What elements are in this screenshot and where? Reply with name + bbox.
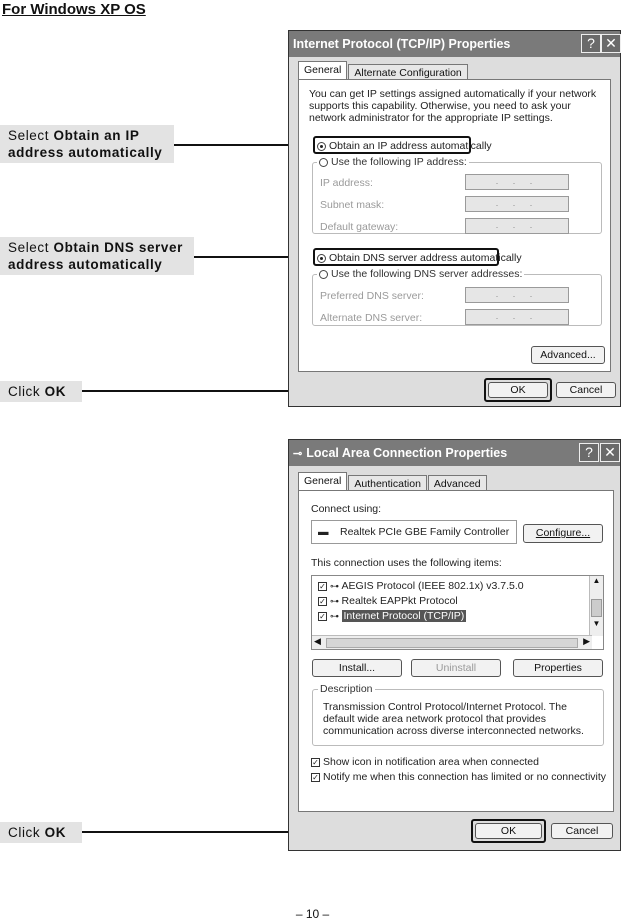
callout-obtain-ip <box>0 125 174 163</box>
radio-use-following-ip[interactable] <box>317 156 469 168</box>
ip-address-field[interactable]: . . . <box>465 174 569 190</box>
callout-ip-line2: address automatically <box>8 145 163 160</box>
preferred-dns-label: Preferred DNS server: <box>320 290 424 302</box>
radio-unselected-icon <box>319 270 328 279</box>
show-icon-label: Show icon in notification area when connected <box>323 756 539 768</box>
uninstall-button[interactable]: Uninstall <box>411 659 501 677</box>
radio-ip-manual-label: Use the following IP address: <box>331 156 467 168</box>
list-item[interactable] <box>318 595 458 607</box>
tcpip-general-panel <box>298 79 611 372</box>
tab-advanced[interactable]: Advanced <box>428 475 487 492</box>
page-heading: For Windows XP OS <box>2 1 146 18</box>
description-text: Transmission Control Protocol/Internet Protocol. The default wide area network protocol that provides communication across diverse interconnected networks. <box>323 701 584 737</box>
adapter-box <box>311 520 517 544</box>
ok-button[interactable]: OK <box>475 823 542 839</box>
callout-dns-pre: Select <box>8 240 54 255</box>
properties-button[interactable]: Properties <box>513 659 603 677</box>
radio-unselected-icon <box>319 158 328 167</box>
subnet-mask-field[interactable]: . . . <box>465 196 569 212</box>
item-label: AEGIS Protocol (IEEE 802.1x) v3.7.5.0 <box>341 580 524 592</box>
help-button[interactable]: ? <box>581 34 601 53</box>
lan-title: Local Area Connection Properties <box>306 446 508 460</box>
horizontal-scrollbar[interactable] <box>312 635 592 649</box>
default-gateway-field[interactable]: . . . <box>465 218 569 234</box>
tcpip-description: You can get IP settings assigned automatically if your network supports this capability. Otherwise, you need to ask your network administrator for the appropriate IP settings. <box>309 88 597 124</box>
callout-ok2-pre: Click <box>8 825 45 840</box>
cancel-button[interactable]: Cancel <box>556 382 616 398</box>
radio-selected-icon <box>317 142 326 151</box>
callout-ok1-pre: Click <box>8 384 45 399</box>
notify-checkbox[interactable] <box>311 771 606 783</box>
protocol-icon: ⊶ <box>330 611 342 621</box>
cancel-button[interactable]: Cancel <box>551 823 613 839</box>
checkbox-checked-icon[interactable]: ✓ <box>312 757 319 767</box>
lan-general-panel <box>298 490 614 812</box>
vertical-scrollbar[interactable] <box>589 576 603 636</box>
callout-click-ok-1 <box>0 381 82 402</box>
tcpip-title: Internet Protocol (TCP/IP) Properties <box>293 37 511 51</box>
notify-label: Notify me when this connection has limited or no connectivity <box>323 771 607 783</box>
radio-obtain-dns-auto[interactable] <box>317 252 522 264</box>
page-number: – 10 – <box>295 907 330 921</box>
checkbox-checked-icon[interactable]: ✓ <box>319 611 326 621</box>
callout-dns-bold: Obtain DNS server <box>53 240 183 255</box>
list-item-selected[interactable] <box>318 610 466 622</box>
lan-titlebar <box>289 440 620 466</box>
alternate-dns-field[interactable]: . . . <box>465 309 569 325</box>
items-list <box>311 575 604 650</box>
network-connection-icon: ⊸ <box>293 447 303 460</box>
list-item[interactable] <box>318 580 524 592</box>
ok-button[interactable]: OK <box>488 382 548 398</box>
callout-ok2-bold: OK <box>44 825 67 840</box>
protocol-icon: ⊶ <box>330 596 342 606</box>
tcpip-properties-window <box>288 30 621 407</box>
close-button[interactable]: ✕ <box>600 443 620 462</box>
show-icon-checkbox[interactable] <box>311 756 539 768</box>
tcpip-titlebar <box>289 31 620 57</box>
radio-use-following-dns[interactable] <box>317 268 524 280</box>
checkbox-checked-icon[interactable]: ✓ <box>319 581 326 591</box>
scroll-right-icon[interactable]: ▶ <box>583 636 590 646</box>
tab-alternate-configuration[interactable]: Alternate Configuration <box>348 64 467 81</box>
lan-properties-window <box>288 439 621 851</box>
scroll-thumb[interactable] <box>591 599 602 617</box>
items-label: This connection uses the following items: <box>311 557 502 569</box>
radio-obtain-ip-auto[interactable] <box>317 140 492 152</box>
alternate-dns-label: Alternate DNS server: <box>320 312 423 324</box>
item-label: Realtek EAPPkt Protocol <box>341 595 458 607</box>
radio-ip-auto-label: Obtain an IP address automatically <box>329 140 492 152</box>
description-legend: Description <box>320 683 373 695</box>
checkbox-checked-icon[interactable]: ✓ <box>319 596 326 606</box>
tab-general[interactable]: General <box>298 472 347 492</box>
configure-button[interactable]: Configure... <box>523 524 603 543</box>
callout-dns-line2: address automatically <box>8 257 163 272</box>
callout-obtain-dns <box>0 237 194 275</box>
tab-authentication[interactable]: Authentication <box>348 475 427 492</box>
radio-dns-auto-label: Obtain DNS server address automatically <box>329 252 522 264</box>
callout-ip-pre: Select <box>8 128 54 143</box>
scroll-down-icon[interactable]: ▼ <box>592 619 601 628</box>
default-gateway-label: Default gateway: <box>320 221 399 233</box>
install-button[interactable]: Install... <box>312 659 402 677</box>
callout-ok1-bold: OK <box>44 384 67 399</box>
advanced-button[interactable]: Advanced... <box>531 346 605 364</box>
close-button[interactable]: ✕ <box>601 34 621 53</box>
help-button[interactable]: ? <box>579 443 599 462</box>
radio-selected-icon <box>317 254 326 263</box>
hscroll-thumb[interactable] <box>326 638 578 648</box>
item-label: Internet Protocol (TCP/IP) <box>343 610 465 622</box>
subnet-mask-label: Subnet mask: <box>320 199 385 211</box>
callout-ip-bold: Obtain an IP <box>53 128 140 143</box>
ip-address-label: IP address: <box>320 177 373 189</box>
scroll-left-icon[interactable]: ◀ <box>314 636 321 646</box>
callout-click-ok-2 <box>0 822 82 843</box>
adapter-name: Realtek PCIe GBE Family Controller <box>340 526 510 538</box>
tab-general[interactable]: General <box>298 61 347 81</box>
preferred-dns-field[interactable]: . . . <box>465 287 569 303</box>
radio-dns-manual-label: Use the following DNS server addresses: <box>331 268 523 280</box>
protocol-icon: ⊶ <box>330 581 342 591</box>
connect-using-label: Connect using: <box>311 503 382 515</box>
scroll-up-icon[interactable]: ▲ <box>592 576 601 585</box>
checkbox-checked-icon[interactable]: ✓ <box>312 772 319 782</box>
network-adapter-icon: ▬ <box>318 526 329 538</box>
